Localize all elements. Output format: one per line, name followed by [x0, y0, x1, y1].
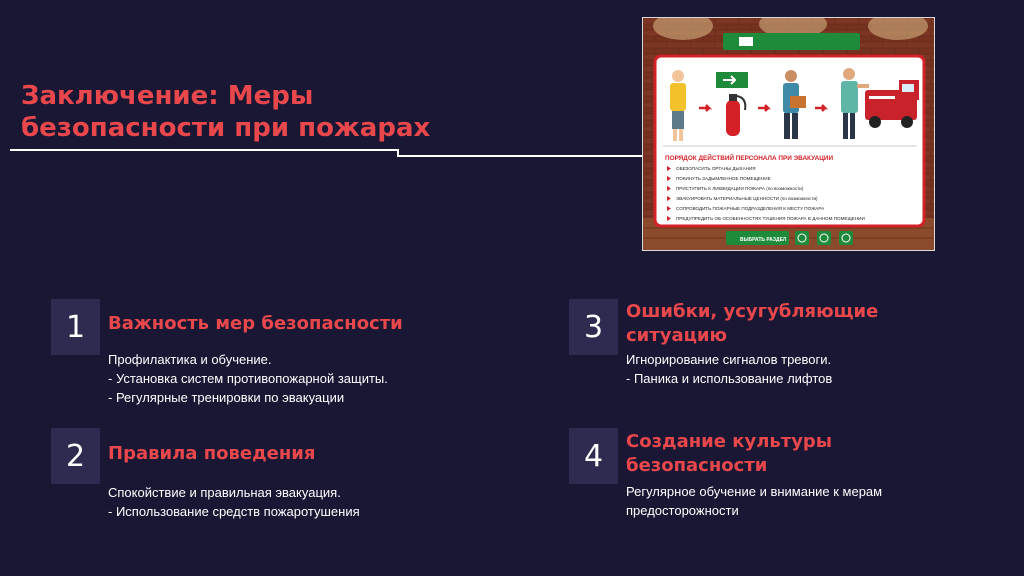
- card-number: 1: [51, 299, 100, 355]
- slide-title: Заключение: Меры безопасности при пожарах: [21, 81, 431, 143]
- poster-step: ПОКИНУТЬ ЗАДЫМЛЕННОЕ ПОМЕЩЕНИЕ: [676, 176, 771, 181]
- poster-illustration: [643, 18, 935, 251]
- poster-list-title: ПОРЯДОК ДЕЙСТВИЙ ПЕРСОНАЛА ПРИ ЭВАКУАЦИИ: [665, 155, 834, 162]
- card-title: Важность мер безопасности: [108, 313, 403, 334]
- poster-step: ОБЕЗОПАСИТЬ ОРГАНЫ ДЫХАНИЯ: [676, 166, 756, 171]
- fire-actions-poster: [642, 17, 935, 251]
- card-number: 3: [569, 299, 618, 355]
- poster-step: ЭВАКУИРОВАТЬ МАТЕРИАЛЬНЫЕ ЦЕННОСТИ (по возможности): [676, 196, 818, 201]
- poster-step: ПРЕДУПРЕДИТЬ ОБ ОСОБЕННОСТЯХ ТУШЕНИЯ ПОЖАРА В ДАННОМ ПОМЕЩЕНИИ: [676, 216, 865, 221]
- card-title: Ошибки, усугубляющие ситуацию: [626, 301, 879, 346]
- card-title: Правила поведения: [108, 443, 316, 464]
- card-body: Спокойствие и правильная эвакуация. - Использование средств пожаротушения: [108, 485, 360, 519]
- poster-step: СОПРОВОДИТЬ ПОЖАРНЫЕ ПОДРАЗДЕЛЕНИЯ К МЕСТУ ПОЖАРА: [676, 206, 825, 211]
- poster-step: ПРИСТУПИТЬ К ЛИКВИДАЦИИ ПОЖАРА (по возможности): [676, 186, 804, 191]
- card-body: Профилактика и обучение. - Установка систем противопожарной защиты. - Регулярные тренировки по эвакуации: [108, 352, 388, 405]
- card-number: 2: [51, 428, 100, 484]
- card-body: Регулярное обучение и внимание к мерам предосторожности: [626, 484, 883, 518]
- card-title: Создание культуры безопасности: [626, 431, 833, 476]
- card-number: 4: [569, 428, 618, 484]
- poster-select-button: ВЫБРАТЬ РАЗДЕЛ: [740, 237, 787, 243]
- card-body: Игнорирование сигналов тревоги. - Паника и использование лифтов: [626, 352, 833, 386]
